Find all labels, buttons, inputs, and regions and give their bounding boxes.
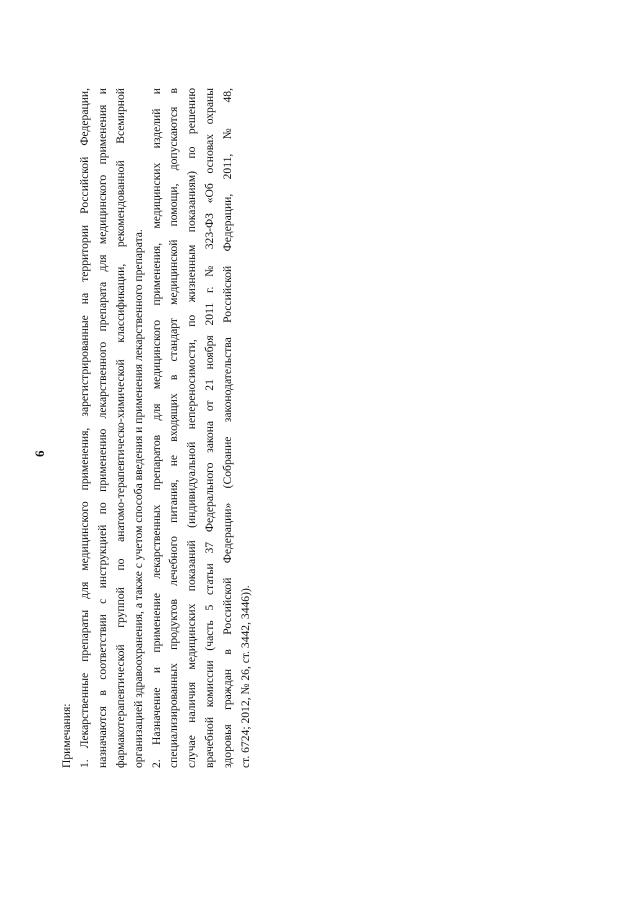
note-line: 2. Назначение и применение лекарственных препаратов для медицинского применения, медицинских изделий и (149, 88, 163, 768)
note-line: специализированных продуктов лечебного питания, не входящих в стандарт медицинской помощи, допускаются в (167, 88, 181, 768)
notes-heading: Примечания: (60, 703, 73, 768)
notes-block (58, 88, 255, 768)
note-line: здоровья граждан в Российской Федерации» (Собрание законодательства Российской Федерации, 2011, № 48, (221, 88, 235, 768)
note-line: фармакотерапевтической группой по анатомо-терапевтическо-химической классификации, рекомендованной Всемирной (113, 88, 127, 768)
note-line: врачебной комиссии (часть 5 статьи 37 Федерального закона от 21 ноября 2011 г. № 323-ФЗ «Об основах охраны (203, 88, 217, 768)
note-line: 1. Лекарственные препараты для медицинского применения, зарегистрированные на территории Российской Федерации, (77, 88, 91, 768)
note-line: случае наличия медицинских показаний (индивидуальной непереносимости, по жизненным показаниям) по решению (185, 88, 199, 768)
note-line: организацией здравоохранения, а также с учетом способа введения и применения лекарственного препарата. (131, 229, 145, 768)
note-line: назначаются в соответствии с инструкцией по применению лекарственного препарата для медицинского применения и (95, 88, 109, 768)
page-number: 6 (32, 450, 47, 457)
note-line: ст. 6724; 2012, № 26, ст. 3442, 3446)). (239, 585, 253, 768)
